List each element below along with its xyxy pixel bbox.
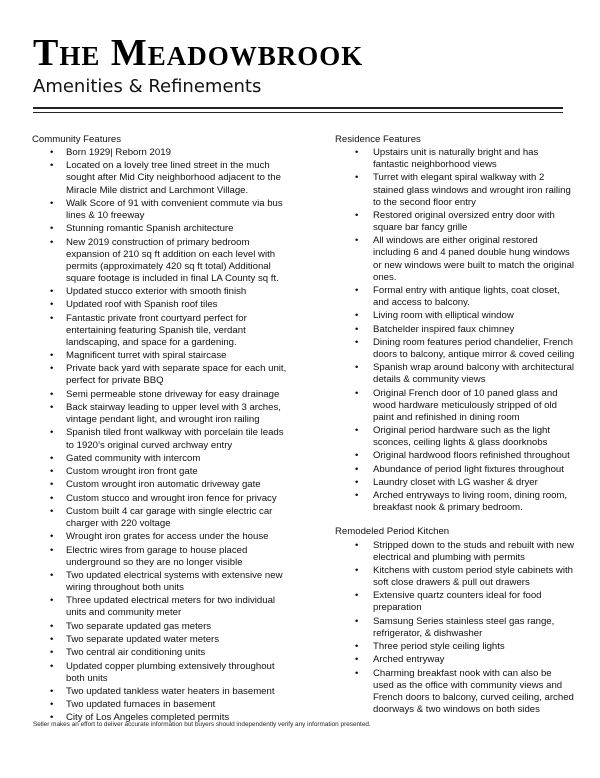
list-item: • Two separate updated gas meters — [32, 621, 294, 633]
list-item: • Custom built 4 car garage with single electric car charger with 220 voltage — [32, 506, 294, 530]
list-item: • Walk Score of 91 with convenient commute via bus lines & 10 freeway — [32, 198, 294, 222]
community-heading: Community Features — [32, 134, 122, 145]
list-item: • Turret with elegant spiral walkway with 2 stained glass windows and wrought iron railing to the second floor entry — [335, 172, 575, 208]
list-item: • Laundry closet with LG washer & dryer — [335, 477, 575, 489]
residence-list — [335, 147, 575, 514]
residence-heading: Residence Features — [335, 134, 421, 145]
list-item: • Stunning romantic Spanish architecture — [32, 223, 294, 235]
list-item: • Three updated electrical meters for two individual units and community meter — [32, 595, 294, 619]
list-item: • Wrought iron grates for access under the house — [32, 531, 294, 543]
list-item: • Original period hardware such as the light sconces, ceiling lights & glass doorknobs — [335, 425, 575, 449]
list-item: • City of Los Angeles completed permits — [32, 712, 294, 724]
list-item: • Updated stucco exterior with smooth finish — [32, 286, 294, 298]
list-item: • Samsung Series stainless steel gas range, refrigerator, & dishwasher — [335, 616, 575, 640]
list-item: • Fantastic private front courtyard perfect for entertaining featuring Spanish tile, verdant landscaping, and space for a gardening. — [32, 313, 294, 349]
list-item: • Two updated electrical systems with extensive new wiring throughout both units — [32, 570, 294, 594]
list-item: • Custom wrought iron front gate — [32, 466, 294, 478]
disclaimer: Seller makes an effort to deliver accurate information but buyers should independently verify any information presented. — [33, 721, 371, 728]
list-item: • Custom wrought iron automatic driveway gate — [32, 479, 294, 491]
list-item: • Living room with elliptical window — [335, 310, 575, 322]
list-item: • Updated roof with Spanish roof tiles — [32, 299, 294, 311]
community-list — [32, 147, 294, 724]
list-item: • Custom stucco and wrought iron fence for privacy — [32, 493, 294, 505]
list-item: • Abundance of period light fixtures throughout — [335, 464, 575, 476]
list-item: • Original French door of 10 paned glass and wood hardware meticulously stripped of old paint and refinished in dining room — [335, 388, 575, 424]
list-item: • Restored original oversized entry door with square bar fancy grille — [335, 210, 575, 234]
list-item: • Semi permeable stone driveway for easy drainage — [32, 389, 294, 401]
list-item: • Updated copper plumbing extensively throughout both units — [32, 661, 294, 685]
list-item: • Extensive quartz counters ideal for food preparation — [335, 590, 575, 614]
header-rule-thin — [33, 112, 563, 113]
list-item: • Batchelder inspired faux chimney — [335, 324, 575, 336]
list-item: • Private back yard with separate space for each unit, perfect for private BBQ — [32, 363, 294, 387]
list-item: • Two central air conditioning units — [32, 647, 294, 659]
kitchen-heading: Remodeled Period Kitchen — [335, 526, 450, 538]
kitchen-list — [335, 540, 575, 716]
list-item: • Formal entry with antique lights, coat closet, and access to balcony. — [335, 285, 575, 309]
list-item: • Two updated furnaces in basement — [32, 699, 294, 711]
list-item: • Back stairway leading to upper level with 3 arches, vintage pendant light, and wrought iron railing — [32, 402, 294, 426]
list-item: • Upstairs unit is naturally bright and has fantastic neighborhood views — [335, 147, 575, 171]
list-item: • Gated community with intercom — [32, 453, 294, 465]
list-item: • Stripped down to the studs and rebuilt with new electrical and plumbing with permits — [335, 540, 575, 564]
residence-column — [335, 134, 575, 717]
list-item: • All windows are either original restored including 6 and 4 paned double hung windows or new windows were built to match the original ones. — [335, 235, 575, 283]
list-item: • Two separate updated water meters — [32, 634, 294, 646]
list-item: • Original hardwood floors refinished throughout — [335, 450, 575, 462]
page-subtitle: Amenities & Refinements — [33, 76, 262, 97]
list-item: • Spanish tiled front walkway with porcelain tile leads to 1920’s original curved archway entry — [32, 427, 294, 451]
list-item: • Two updated tankless water heaters in basement — [32, 686, 294, 698]
list-item: • Arched entryways to living room, dining room, breakfast nook & primary bedroom. — [335, 490, 575, 514]
list-item: • Arched entryway — [335, 654, 575, 666]
community-column — [32, 134, 294, 726]
list-item: • Born 1929| Reborn 2019 — [32, 147, 294, 159]
page-title: The Meadowbrook — [33, 32, 364, 74]
list-item: • Located on a lovely tree lined street in the much sought after Mid City neighborhood adjacent to the Miracle Mile district and Larchmont Village. — [32, 160, 294, 196]
list-item: • Dining room features period chandelier, French doors to balcony, antique mirror & coved ceiling — [335, 337, 575, 361]
list-item: • Electric wires from garage to house placed underground so they are no longer visible — [32, 545, 294, 569]
list-item: • Magnificent turret with spiral staircase — [32, 350, 294, 362]
list-item: • Charming breakfast nook with can also be used as the office with community views and French doors to balcony, curved ceiling, arched doorways & two windows on both sides — [335, 668, 575, 716]
list-item: • Three period style ceiling lights — [335, 641, 575, 653]
list-item: • Kitchens with custom period style cabinets with soft close drawers & pull out drawers — [335, 565, 575, 589]
list-item: • New 2019 construction of primary bedroom expansion of 210 sq ft addition on each level with permits (approximately 420 sq ft total) Additional square footage is included in final LA County sq ft. — [32, 237, 294, 285]
header-rule-thick — [33, 107, 563, 109]
list-item: • Spanish wrap around balcony with architectural details & community views — [335, 362, 575, 386]
